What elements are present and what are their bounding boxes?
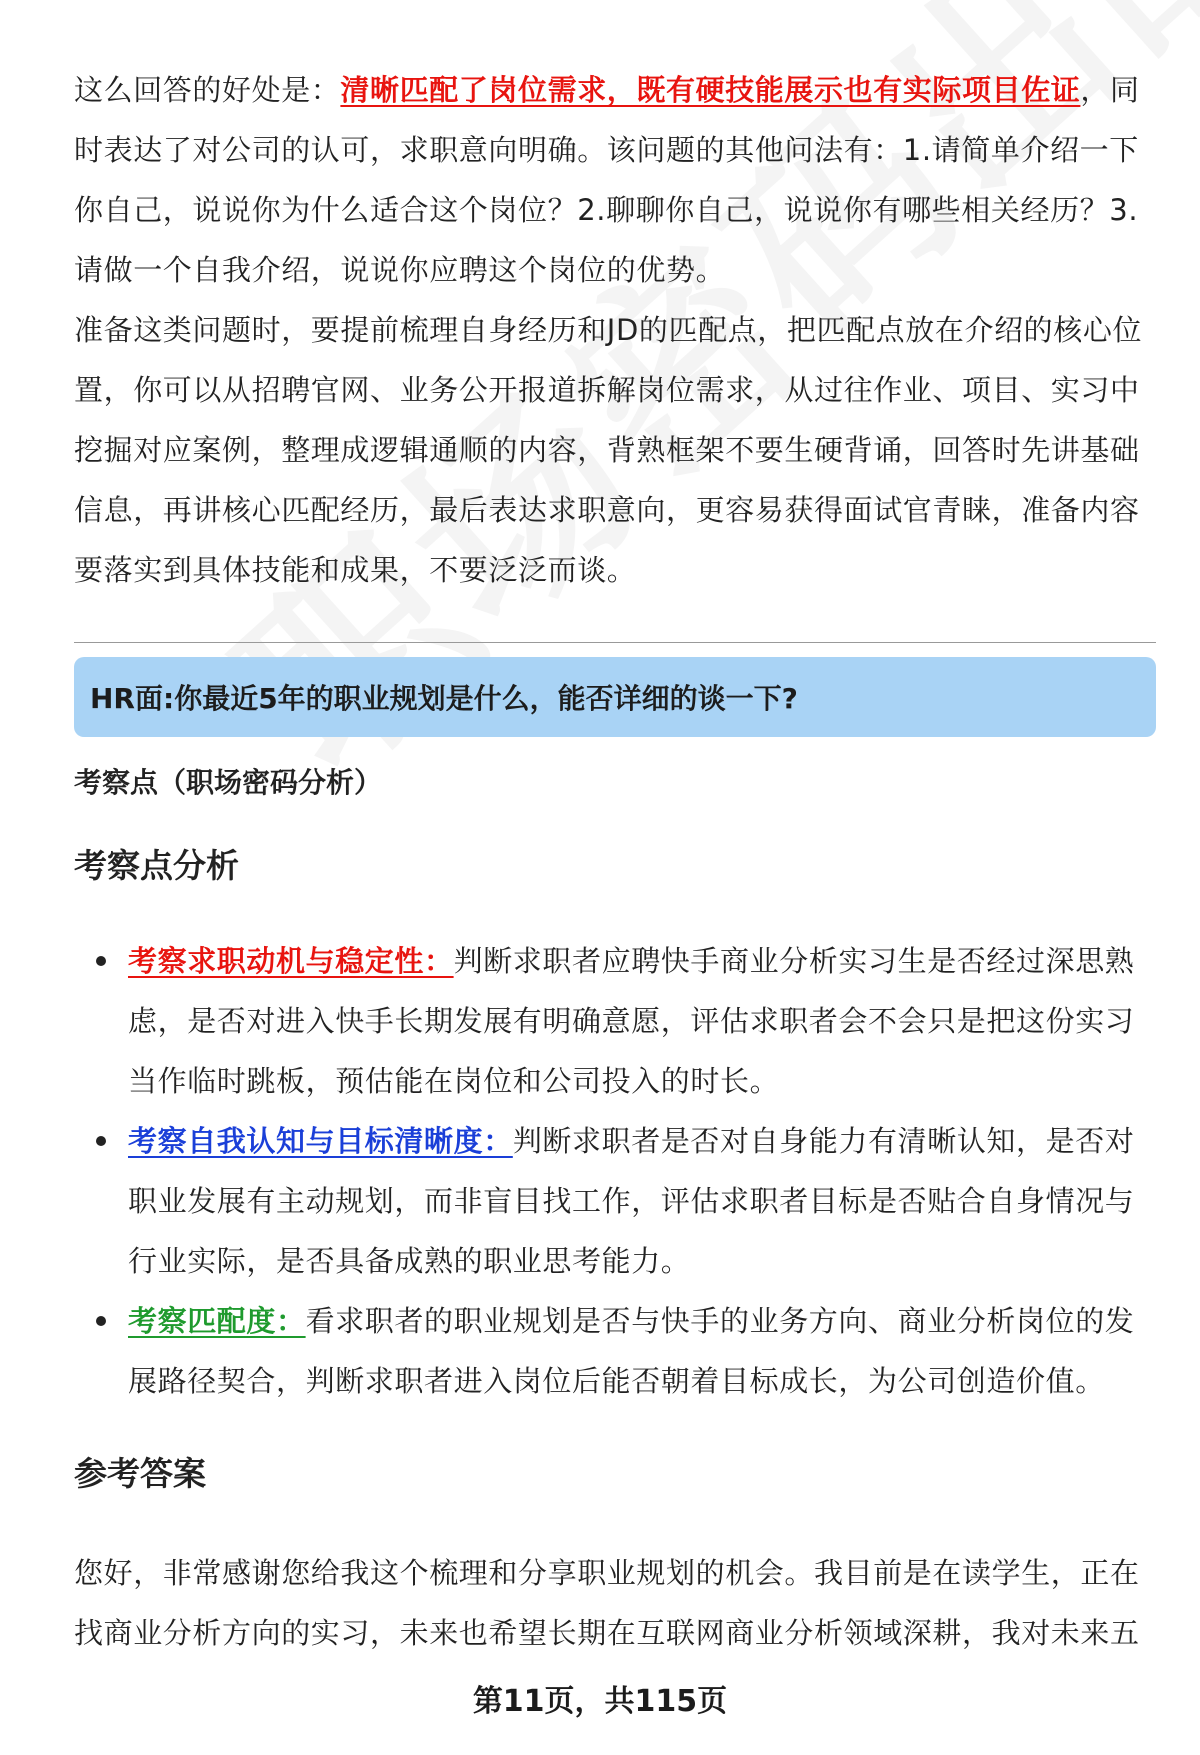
analysis-title: 考察点分析 (74, 846, 239, 885)
prep-paragraph: 准备这类问题时，要提前梳理自身经历和JD的匹配点，把匹配点放在介绍的核心位置，你可以从招聘官网、业务公开报道拆解岗位需求，从过往作业、项目、实习中挖掘对应案例，整理成逻辑通顺的内容，背熟框架不要生硬背诵，回答时先讲基础信息，再讲核心匹配经历，最后表达求职意向，更容易获得面试官青睐，准备内容要落实到具体技能和成果，不要泛泛而谈。 (74, 313, 1143, 587)
question-banner (74, 657, 1156, 737)
answer-title: 参考答案 (74, 1454, 206, 1493)
subheading: 考察点（职场密码分析） (74, 766, 383, 799)
analysis-list (74, 931, 1156, 1411)
point-text: 判断求职者是否对自身能力有清晰认知，是否对职业发展有主动规划，而非盲目找工作，评估求职者目标是否贴合自身情况与行业实际，是否具备成熟的职业思考能力。 (128, 1124, 1135, 1278)
intro-highlight: 清晰匹配了岗位需求，既有硬技能展示也有实际项目佐证 (340, 73, 1081, 107)
bullet-icon (96, 1316, 106, 1326)
point-text: 判断求职者应聘快手商业分析实习生是否经过深思熟虑，是否对进入快手长期发展有明确意愿，评估求职者会不会只是把这份实习当作临时跳板，预估能在岗位和公司投入的时长。 (128, 944, 1135, 1098)
intro-suffix: ，同时表达了对公司的认可，求职意向明确。该问题的其他问法有：1.请简单介绍一下你自己，说说你为什么适合这个岗位？2.聊聊你自己，说说你有哪些相关经历？3.请做一个自我介绍，说说你应聘这个岗位的优势。 (74, 73, 1140, 287)
point-label: 考察匹配度： (128, 1304, 306, 1338)
point-text: 看求职者的职业规划是否与快手的业务方向、商业分析岗位的发展路径契合，判断求职者进入岗位后能否朝着目标成长，为公司创造价值。 (128, 1304, 1135, 1398)
intro-paragraph (74, 60, 1156, 300)
page-footer: 第11页，共115页 (472, 1684, 728, 1719)
point-label: 考察自我认知与目标清晰度： (128, 1124, 513, 1158)
document-body (74, 60, 1156, 1663)
list-item (74, 1291, 1156, 1411)
question-text: HR面:你最近5年的职业规划是什么，能否详细的谈一下? (90, 682, 798, 715)
bullet-icon (96, 1136, 106, 1146)
bullet-icon (96, 956, 106, 966)
list-item (74, 931, 1156, 1111)
answer-paragraph: 您好，非常感谢您给我这个梳理和分享职业规划的机会。我目前是在读学生，正在找商业分析方向的实习，未来也希望长期在互联网商业分析领域深耕，我对未来五 (74, 1556, 1140, 1650)
intro-prefix: 这么回答的好处是： (74, 73, 341, 107)
section-divider (74, 642, 1156, 643)
point-label: 考察求职动机与稳定性： (128, 944, 454, 978)
list-item (74, 1111, 1156, 1291)
